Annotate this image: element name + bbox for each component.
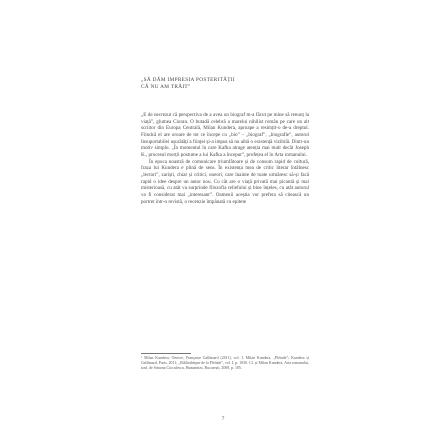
footnotes [141,356,309,371]
footnote-1: ¹ Milan Kundera, Oeuvre, Française Gallimard (2011), vol. I, Milan Kundera, „Pléiade”; Kundera și Gallimard, Paris, 2011; „Bibliothèque de la Pléiade”, vol. I, p. 1030. Cf. și Milan Kundera, Arta romanului, trad. de Simona Cioculescu, Humanitas, București, 2008, p. 185. [141,356,309,370]
running-header [141,77,341,90]
body-text [141,112,309,205]
page-number: 7 [221,416,225,422]
running-header-line-1: „SĂ DĂM IMPRESIA POSTERITĂȚII [141,77,235,83]
running-header-line-2: CĂ NU AM TRĂIT” [141,83,191,90]
paragraph-1: „E de necrezut că perspectiva de a avea un biograf m-a făcut pe mine să renunț la viață”, glumea Cioran. O butadă celebră a marelui nihilist român pe care un alt scriitor din Europa Centrală, Milan Kundera, aproape a resimțit-o de-a dreptul. Fiindcă el are oroare de tot ce începe cu „bio” – „biograf”, „biografie”, autorul Insuportabilei ușurătăți a ființei și-a impus să nu aibă o existență vizibilă. Dintr-un motiv simplu. „În momentul în care Kafka atrage atenția mai mult decât Joseph K., procesul morții postume a lui Kafka a început”, profețea el în Arta romanului. [141,112,309,158]
footnote-separator [141,353,191,354]
paragraph-2: În epoca noastră de comunicare triumfătoare și de consum rapid de cultură, fraza lui Kundera e plină de sens. În existența mea de critic literar întâlnesc „lectori”, zariști, chiar și critici, uneori, care înainte de toate urmăresc să-și facă rapid o idee despre un autor nou. Cu cât are o viață privată mai picantă și mai misterioasă, cu atât va surprinde filozofia reliefului și bine înțeles, cu atât autorul va fi considerat mai „interesant”. Oamenii aceștia vor prefera să citească un portret într-o revistă, o recenzie împânată cu epitete [141,158,309,205]
